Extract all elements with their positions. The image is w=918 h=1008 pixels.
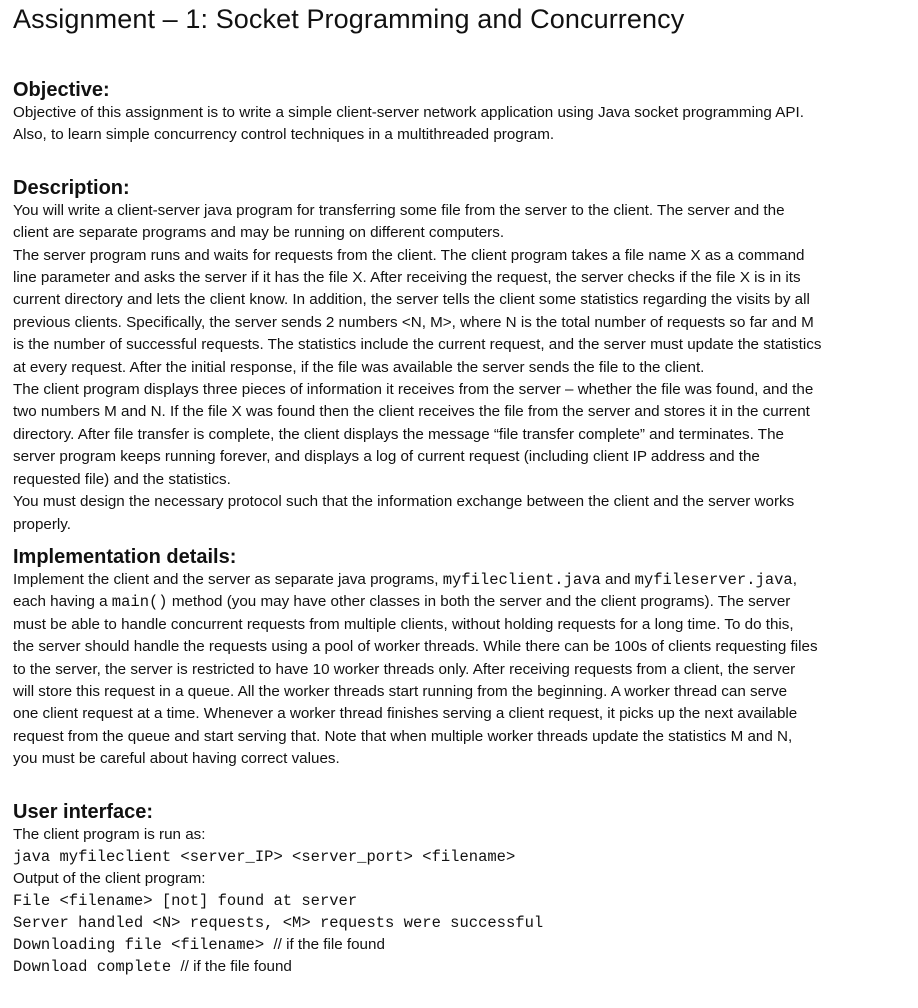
output-line-file-found: File <filename> [not] found at server [13, 891, 358, 910]
downloading-code: Downloading file <filename> [13, 935, 274, 954]
implementation-line: request from the queue and start serving that. Note that when multiple worker threads update the statistics M and N, [13, 727, 793, 745]
implementation-line: one client request at a time. Whenever a worker thread finishes serving a client request, it picks up the next available [13, 705, 798, 723]
assignment-document [13, 0, 913, 978]
description-line: properly. [13, 515, 71, 533]
description-line: client are separate programs and may be running on different computers. [13, 224, 505, 242]
description-line: previous clients. Specifically, the server sends 2 numbers <N, M>, where N is the total number of requests so far and M [13, 313, 814, 331]
implementation-text: method (you may have other classes in both the server and the client programs). The server [167, 593, 791, 611]
implementation-text: , [792, 570, 797, 588]
description-line: two numbers M and N. If the file X was found then the client receives the file from the server and stores it in the current [13, 403, 810, 421]
objective-line: Also, to learn simple concurrency control techniques in a multithreaded program. [13, 126, 555, 144]
description-heading: Description: [13, 176, 130, 199]
client-filename-code: myfileclient.java [442, 570, 601, 589]
run-command: java myfileclient <server_IP> <server_port> <filename> [13, 847, 516, 866]
complete-code: Download complete [13, 957, 181, 976]
implementation-text: Implement the client and the server as separate java programs, [13, 570, 443, 588]
user-interface-section [13, 800, 913, 978]
output-line-downloading [13, 934, 913, 956]
objective-line: Objective of this assignment is to write a simple client-server network application using Java socket programming API. [13, 104, 804, 121]
description-line: requested file) and the statistics. [13, 470, 231, 488]
description-line: is the number of successful requests. The statistics include the current request, and the server must update the statistics [13, 336, 822, 354]
implementation-line: to the server, the server is restricted to have 10 worker threads only. After receiving requests from a client, the server [13, 660, 796, 678]
description-line: You must design the necessary protocol such that the information exchange between the client and the server works [13, 493, 795, 511]
output-label: Output of the client program: [13, 869, 206, 887]
implementation-text: each having a [13, 593, 112, 611]
description-line: directory. After file transfer is complete, the client displays the message “file transfer complete” and terminates. The [13, 425, 784, 443]
description-section [13, 176, 913, 536]
description-line: at every request. After the initial response, if the file was available the server sends the file to the client. [13, 358, 705, 376]
objective-heading: Objective: [13, 79, 110, 101]
implementation-line [13, 591, 913, 613]
run-as-label: The client program is run as: [13, 825, 206, 843]
implementation-line: will store this request in a queue. All the worker threads start running from the beginning. A worker thread can serve [13, 682, 788, 700]
implementation-section [13, 545, 913, 771]
implementation-line [13, 569, 913, 591]
description-line: line parameter and asks the server if it has the file X. After receiving the request, the server checks if the file X is in its [13, 269, 801, 287]
main-method-code: main() [111, 593, 168, 612]
implementation-line: must be able to handle concurrent requests from multiple clients, without holding requests for a long time. To do this, [13, 615, 794, 633]
objective-section [13, 78, 913, 147]
description-line: You will write a client-server java program for transferring some file from the server to the client. The server and the [13, 201, 785, 219]
implementation-line: the server should handle the requests using a pool of worker threads. While there can be 100s of clients requesting files [13, 638, 818, 656]
downloading-comment: // if the file found [273, 935, 385, 953]
page-title: Assignment – 1: Socket Programming and Concurrency [13, 4, 685, 34]
implementation-heading: Implementation details: [13, 545, 237, 568]
description-line: The server program runs and waits for requests from the client. The client program takes a file name X as a command [13, 246, 805, 264]
description-line: The client program displays three pieces of information it receives from the server – whether the file was found, and the [13, 381, 814, 399]
output-line-complete [13, 956, 913, 978]
description-line: server program keeps running forever, and displays a log of current request (including client IP address and the [13, 448, 760, 466]
complete-comment: // if the file found [180, 957, 292, 975]
output-line-stats: Server handled <N> requests, <M> requests were successful [13, 913, 544, 932]
server-filename-code: myfileserver.java [634, 570, 793, 589]
description-line: current directory and lets the client know. In addition, the server tells the client some statistics regarding the visits by all [13, 291, 810, 309]
implementation-line: you must be careful about having correct values. [13, 750, 340, 768]
user-interface-heading: User interface: [13, 800, 154, 823]
implementation-text: and [600, 570, 635, 588]
